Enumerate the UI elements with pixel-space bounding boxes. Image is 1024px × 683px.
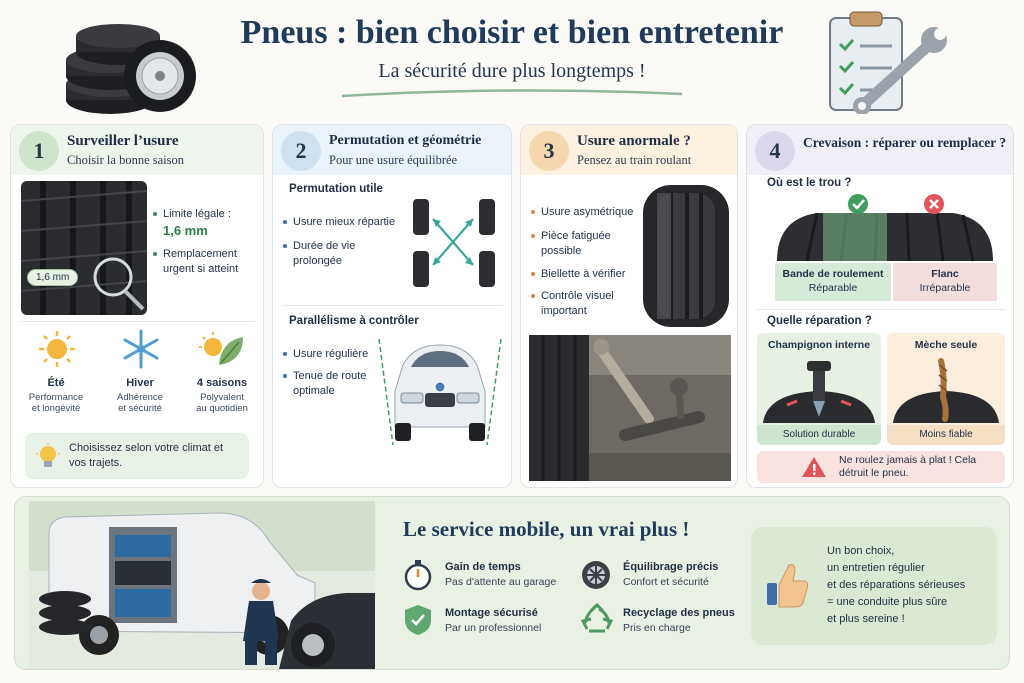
card-title: Crevaison : réparer ou remplacer ? <box>803 135 1007 150</box>
bullet-replacement: Remplacement urgent si atteint <box>153 247 259 277</box>
conclusion-line-2: un entretien régulier <box>827 562 925 574</box>
tire-zones-image <box>777 205 993 263</box>
card-title: Usure anormale ? <box>577 133 691 149</box>
service-title: Le service mobile, un vrai plus ! <box>403 517 690 541</box>
divider <box>21 321 255 322</box>
zone-sidewall-irreparable: Flanc Irréparable <box>893 263 997 301</box>
service-item-recycling: Recyclage des pneus Pris en charge <box>581 603 751 639</box>
question-repair: Quelle réparation ? <box>767 315 872 327</box>
warning-box <box>757 451 1005 483</box>
mobile-service-panel <box>14 496 1010 670</box>
tip-text: Choisissez selon votre climat et vos trajets. <box>69 442 224 469</box>
tire-rotation-diagram <box>409 195 501 291</box>
divider <box>283 305 503 306</box>
conclusion-line-4: = une conduite plus sûre <box>827 596 948 608</box>
check-icon <box>847 193 869 215</box>
card-abnormal-wear <box>520 124 738 488</box>
card-title: Permutation et géométrie <box>329 133 482 148</box>
mobile-van-technician-image <box>29 501 375 669</box>
recycle-icon <box>581 603 613 635</box>
season-winter: Hiver Adhérence et sécurité <box>117 377 163 414</box>
bullet-legal-limit: Limite légale : <box>153 207 259 222</box>
bullet-longer-life: Durée de vie prolongée <box>283 239 407 269</box>
card-number: 3 <box>529 131 569 171</box>
tread-depth-label: 1,6 mm <box>27 269 78 286</box>
shield-check-icon <box>403 603 433 637</box>
lightbulb-icon <box>35 443 61 471</box>
bullet-road-holding: Tenue de route optimale <box>283 369 379 399</box>
card-subtitle: Choisir la bonne saison <box>67 153 185 167</box>
divider <box>757 309 1005 310</box>
card-number: 2 <box>281 131 321 171</box>
warning-text: Ne roulez jamais à plat ! Cela détruit le pneu. <box>839 454 977 479</box>
question-where: Où est le trou ? <box>767 177 852 189</box>
card-number: 4 <box>755 131 795 171</box>
mushroom-plug-image <box>763 357 875 423</box>
stopwatch-icon <box>403 559 433 591</box>
conclusion-box <box>751 527 997 645</box>
section-rotation-title: Permutation utile <box>289 183 383 195</box>
card-rotation <box>272 124 512 488</box>
service-item-balancing: Équilibrage précis Confort et sécurité <box>581 559 751 595</box>
legal-limit-value: 1,6 mm <box>163 223 208 238</box>
season-all: 4 saisons Polyvalent au quotidien <box>196 377 248 414</box>
wheel-icon <box>581 559 611 591</box>
bullet-asymmetric: Usure asymétrique <box>531 205 643 220</box>
bullet-visual-check: Contrôle visuel important <box>531 289 643 319</box>
sun-leaf-icon <box>197 329 247 369</box>
conclusion-line-1: Un bon choix, <box>827 545 895 557</box>
card-wear <box>10 124 264 488</box>
service-item-time: Gain de temps Pas d'attente au garage <box>403 559 583 595</box>
card-puncture <box>746 124 1014 488</box>
season-summer: Été Performance et longévité <box>28 377 84 414</box>
bullet-regular-wear: Usure régulière <box>283 347 379 362</box>
thumbs-up-icon <box>765 561 809 609</box>
bullet-even-wear: Usure mieux répartie <box>283 215 407 230</box>
worn-tire-image <box>639 183 733 329</box>
section-alignment-title: Parallélisme à contrôler <box>289 315 419 327</box>
warning-icon <box>801 455 827 479</box>
page-subtitle: La sécurité dure plus longtemps ! <box>378 60 646 82</box>
snowflake-icon <box>119 329 163 369</box>
car-front-alignment-image <box>373 335 507 447</box>
tip-box <box>25 433 249 479</box>
tread-closeup-image <box>21 181 147 315</box>
cross-icon <box>923 193 945 215</box>
service-item-mounting: Montage sécurisé Par un professionnel <box>403 603 583 639</box>
plug-string-image <box>893 357 999 423</box>
repair-string-only: Mèche seule Moins fiable <box>887 333 1005 445</box>
bullet-tie-rod: Biellette à vérifier <box>531 267 643 282</box>
zone-tread-repairable: Bande de roulement Réparable <box>775 263 891 301</box>
suspension-tie-rod-image <box>529 335 731 481</box>
title-underline-swoosh <box>340 86 684 100</box>
card-number: 1 <box>19 131 59 171</box>
repair-plug-patch: Champignon interne Solution durable <box>757 333 881 445</box>
bullet-worn-part: Pièce fatiguée possible <box>531 229 643 259</box>
sun-icon <box>35 329 79 369</box>
conclusion-line-5: et plus sereine ! <box>827 613 905 625</box>
card-title: Surveiller l’usure <box>67 133 179 149</box>
page-title: Pneus : bien choisir et bien entretenir <box>240 14 784 51</box>
card-subtitle: Pensez au train roulant <box>577 153 692 167</box>
clipboard-wrench-icon <box>822 10 952 114</box>
card-subtitle: Pour une usure équilibrée <box>329 153 458 167</box>
conclusion-line-3: et des réparations sérieuses <box>827 579 966 591</box>
